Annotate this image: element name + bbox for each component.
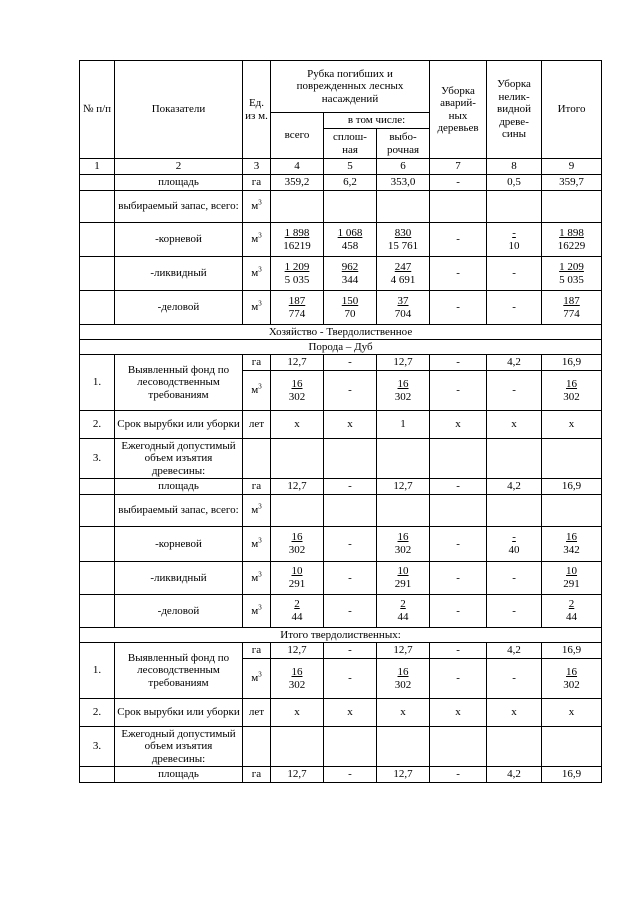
- colnum: 3: [243, 159, 271, 175]
- table-row: -корневой $м^3$ $\frac{16}{302}$ - $\frac{16}{302}$ - $\frac{-}{40}$ $\frac{16}{342}$: [80, 527, 602, 562]
- table-row: -корневой $м^3$ $\frac{1 898}{16219}$ $\frac{1 068}{458}$ $\frac{830}{15 761}$ - $\frac{-}{10}$ $\frac{1 898}{16229}$: [80, 223, 602, 257]
- row-label: -корневой: [115, 223, 243, 257]
- fraction-top: 10: [566, 565, 578, 577]
- unit: лет: [243, 699, 271, 727]
- fraction-top: 10: [291, 565, 303, 577]
- cell: 12,7: [377, 479, 430, 495]
- fraction-bottom: 70: [344, 307, 356, 320]
- cell: х: [324, 699, 377, 727]
- cell: 12,7: [271, 479, 324, 495]
- fraction-bottom: 704: [394, 307, 412, 320]
- row-label: Ежегодный допустимый объем изъятия древесины:: [115, 439, 243, 479]
- unit: га: [243, 767, 271, 783]
- cell: 12,7: [271, 643, 324, 659]
- table-row: $м^3$ $\frac{16}{302}$ - $\frac{16}{302}$ - - $\frac{16}{302}$: [80, 659, 602, 699]
- cell: 353,0: [377, 175, 430, 191]
- table-row: $м^3$ $\frac{16}{302}$ - $\frac{16}{302}$ - - $\frac{16}{302}$: [80, 371, 602, 411]
- colnum: 9: [542, 159, 602, 175]
- cell: х: [271, 411, 324, 439]
- fraction-bottom: 458: [341, 239, 359, 252]
- cell: х: [487, 411, 542, 439]
- fraction-top: 16: [397, 377, 409, 390]
- row-label: Срок вырубки или уборки: [115, 411, 243, 439]
- table-row: [80, 699, 602, 727]
- row-label: Выявленный фонд по лесоводственным требованиям: [115, 643, 243, 699]
- fraction-top: -: [512, 531, 516, 543]
- fraction-bottom: 44: [566, 611, 578, 623]
- unit: м: [251, 604, 259, 617]
- cell: -: [430, 371, 487, 411]
- colnum: 4: [271, 159, 324, 175]
- fraction-top: 1 898: [559, 226, 584, 239]
- fraction-top: 962: [341, 260, 359, 273]
- table-row: -ликвидный $м^3$ $\frac{10}{291}$ - $\frac{10}{291}$ - - $\frac{10}{291}$: [80, 562, 602, 595]
- cell: -: [487, 659, 542, 699]
- fraction-top: 16: [566, 531, 578, 543]
- cell: -: [430, 257, 487, 291]
- fraction-top: 247: [394, 260, 412, 273]
- cell: 12,7: [271, 767, 324, 783]
- fraction-bottom: 302: [288, 678, 306, 691]
- cell: 4,2: [487, 643, 542, 659]
- fraction-bottom: 40: [508, 544, 520, 556]
- cell: -: [324, 659, 377, 699]
- unit: м: [251, 537, 259, 550]
- col-num-header: № п/п: [80, 61, 115, 159]
- cell: -: [324, 355, 377, 371]
- fraction-bottom: 302: [394, 678, 412, 691]
- section-title: Порода – Дуб: [80, 340, 602, 355]
- cell: 4,2: [487, 355, 542, 371]
- fraction-top: 2: [400, 598, 406, 610]
- section-title: Итого твердолиственных:: [80, 628, 602, 643]
- fraction-top: 16: [291, 665, 303, 678]
- row-label: площадь: [115, 175, 243, 191]
- fraction-top: 830: [394, 226, 412, 239]
- cell: 12,7: [377, 355, 430, 371]
- col-clear-header: сплош- ная: [324, 129, 377, 159]
- unit: м: [251, 200, 259, 213]
- colnum: 2: [115, 159, 243, 175]
- unit: лет: [243, 411, 271, 439]
- row-label: -ликвидный: [115, 562, 243, 595]
- fraction-bottom: 774: [288, 307, 306, 320]
- row-label: выбираемый запас, всего:: [115, 495, 243, 527]
- fraction-bottom: 15 761: [387, 239, 419, 252]
- fraction-top: 16: [291, 531, 303, 543]
- cell: х: [487, 699, 542, 727]
- row-number: 1.: [80, 355, 115, 411]
- unit: га: [243, 175, 271, 191]
- cell: 0,5: [487, 175, 542, 191]
- row-number: 1.: [80, 643, 115, 699]
- table-row: [80, 767, 602, 783]
- fraction-top: 1 209: [559, 260, 584, 273]
- cell: -: [430, 291, 487, 325]
- col-total-header: Итого: [542, 61, 602, 159]
- cell: 16,9: [542, 479, 602, 495]
- col-all-header: всего: [271, 113, 324, 159]
- cell: -: [324, 595, 377, 628]
- fraction-bottom: 302: [394, 390, 412, 403]
- table-row: [80, 175, 602, 191]
- unit: м: [251, 504, 259, 517]
- fraction-bottom: 10: [508, 239, 520, 252]
- row-label: -ликвидный: [115, 257, 243, 291]
- fraction-top: 16: [291, 377, 303, 390]
- row-label: площадь: [115, 767, 243, 783]
- fraction-bottom: 44: [291, 611, 303, 623]
- cell: х: [324, 411, 377, 439]
- cell: 16,9: [542, 643, 602, 659]
- cell: х: [430, 411, 487, 439]
- fraction-bottom: 16219: [283, 239, 311, 252]
- table-row: [80, 439, 602, 479]
- cell: -: [487, 562, 542, 595]
- column-number-row: [80, 159, 602, 175]
- fraction-bottom: 291: [394, 578, 412, 590]
- table-row: -ликвидный $м^3$ $\frac{1 209}{5 035}$ $\frac{962}{344}$ $\frac{247}{4 691}$ - - $\frac{1 209}{5 035}$: [80, 257, 602, 291]
- fraction-top: 1 209: [284, 260, 310, 273]
- cell: 4,2: [487, 767, 542, 783]
- fraction-bottom: 44: [397, 611, 409, 623]
- row-number: 3.: [80, 727, 115, 767]
- fraction-bottom: 302: [288, 390, 306, 403]
- cell: -: [430, 562, 487, 595]
- unit: га: [243, 479, 271, 495]
- fraction-top: 16: [566, 665, 578, 678]
- fraction-top: 16: [397, 665, 409, 678]
- cell: -: [430, 175, 487, 191]
- fraction-bottom: 302: [563, 678, 580, 691]
- cell: -: [324, 527, 377, 562]
- fraction-top: 1 898: [284, 226, 310, 239]
- row-label: Срок вырубки или уборки: [115, 699, 243, 727]
- fraction-top: 2: [294, 598, 300, 610]
- fraction-top: 150: [341, 294, 359, 307]
- cell: 6,2: [324, 175, 377, 191]
- cell: 1: [377, 411, 430, 439]
- row-number: 2.: [80, 699, 115, 727]
- cell: -: [430, 595, 487, 628]
- fraction-bottom: 5 035: [559, 273, 584, 286]
- fraction-bottom: 342: [563, 544, 580, 556]
- row-label: Выявленный фонд по лесоводственным требованиям: [115, 355, 243, 411]
- cell: х: [377, 699, 430, 727]
- col-indicator-header: Показатели: [115, 61, 243, 159]
- fraction-bottom: 291: [563, 578, 580, 590]
- col-selective-header: выбо- рочная: [377, 129, 430, 159]
- cell: -: [324, 479, 377, 495]
- fraction-top: 16: [397, 531, 409, 543]
- fraction-bottom: 5 035: [284, 273, 310, 286]
- fraction-bottom: 291: [288, 578, 306, 590]
- unit: м: [251, 267, 259, 280]
- table-row: -деловой $м^3$ $\frac{187}{774}$ $\frac{150}{70}$ $\frac{37}{704}$ - - $\frac{187}{774}$: [80, 291, 602, 325]
- col-unit-header: Ед. из м.: [243, 61, 271, 159]
- col-incl-header: в том числе:: [324, 113, 430, 129]
- fraction-bottom: 344: [341, 273, 359, 286]
- cell: -: [324, 562, 377, 595]
- col-emergency-header: Уборка аварий- ных деревьев: [430, 61, 487, 159]
- row-number: 2.: [80, 411, 115, 439]
- fraction-top: -: [512, 226, 516, 239]
- cell: 359,2: [271, 175, 324, 191]
- cell: -: [487, 595, 542, 628]
- table-row: [80, 479, 602, 495]
- row-label: -корневой: [115, 527, 243, 562]
- unit: м: [251, 301, 259, 314]
- unit: м: [251, 571, 259, 584]
- cell: -: [324, 643, 377, 659]
- fraction-top: 37: [397, 294, 409, 307]
- table-row: [80, 727, 602, 767]
- cell: 12,7: [377, 767, 430, 783]
- cell: -: [487, 371, 542, 411]
- unit: га: [243, 355, 271, 371]
- cell: х: [271, 699, 324, 727]
- row-label: выбираемый запас, всего:: [115, 191, 243, 223]
- fraction-bottom: 302: [394, 544, 412, 556]
- row-label: -деловой: [115, 595, 243, 628]
- unit: м: [251, 672, 259, 685]
- cell: 12,7: [271, 355, 324, 371]
- col-illiquid-header: Уборка нелик- видной древе- сины: [487, 61, 542, 159]
- section-title: Хозяйство - Твердолиственное: [80, 325, 602, 340]
- forest-table: [79, 60, 602, 783]
- cell: -: [324, 371, 377, 411]
- cell: -: [430, 527, 487, 562]
- fraction-bottom: 302: [288, 544, 306, 556]
- cell: -: [430, 659, 487, 699]
- colnum: 1: [80, 159, 115, 175]
- cell: -: [430, 767, 487, 783]
- cell: -: [430, 223, 487, 257]
- fraction-top: 1 068: [337, 226, 363, 239]
- unit: м: [251, 384, 259, 397]
- cell: х: [542, 699, 602, 727]
- cell: 12,7: [377, 643, 430, 659]
- table-row: выбираемый запас, всего: $м^3$: [80, 191, 602, 223]
- table-row: выбираемый запас, всего: $м^3$: [80, 495, 602, 527]
- table-row: -деловой $м^3$ $\frac{2}{44}$ - $\frac{2}{44}$ - - $\frac{2}{44}$: [80, 595, 602, 628]
- fraction-bottom: 4 691: [390, 273, 416, 286]
- colnum: 7: [430, 159, 487, 175]
- colnum: 5: [324, 159, 377, 175]
- fraction-bottom: 302: [563, 390, 580, 403]
- cell: -: [430, 643, 487, 659]
- fraction-top: 187: [563, 294, 580, 307]
- cell: х: [542, 411, 602, 439]
- fraction-top: 16: [566, 377, 578, 390]
- fraction-top: 2: [568, 598, 575, 610]
- cell: -: [430, 355, 487, 371]
- colnum: 6: [377, 159, 430, 175]
- fraction-bottom: 16229: [557, 239, 586, 252]
- fraction-top: 10: [397, 565, 409, 577]
- fraction-bottom: 774: [563, 307, 580, 320]
- cell: -: [324, 767, 377, 783]
- cell: -: [430, 479, 487, 495]
- row-number: 3.: [80, 439, 115, 479]
- row-label: площадь: [115, 479, 243, 495]
- colnum: 8: [487, 159, 542, 175]
- cell: 359,7: [542, 175, 602, 191]
- fraction-top: 187: [288, 294, 306, 307]
- table-row: [80, 643, 602, 659]
- unit: м: [251, 233, 259, 246]
- cell: -: [487, 257, 542, 291]
- col-group-header: Рубка погибших и поврежденных лесных насаждений: [271, 61, 430, 113]
- cell: 4,2: [487, 479, 542, 495]
- cell: 16,9: [542, 355, 602, 371]
- cell: х: [430, 699, 487, 727]
- row-label: -деловой: [115, 291, 243, 325]
- table-row: [80, 411, 602, 439]
- unit: га: [243, 643, 271, 659]
- cell: -: [487, 291, 542, 325]
- row-label: Ежегодный допустимый объем изъятия древесины:: [115, 727, 243, 767]
- table-row: [80, 355, 602, 371]
- cell: 16,9: [542, 767, 602, 783]
